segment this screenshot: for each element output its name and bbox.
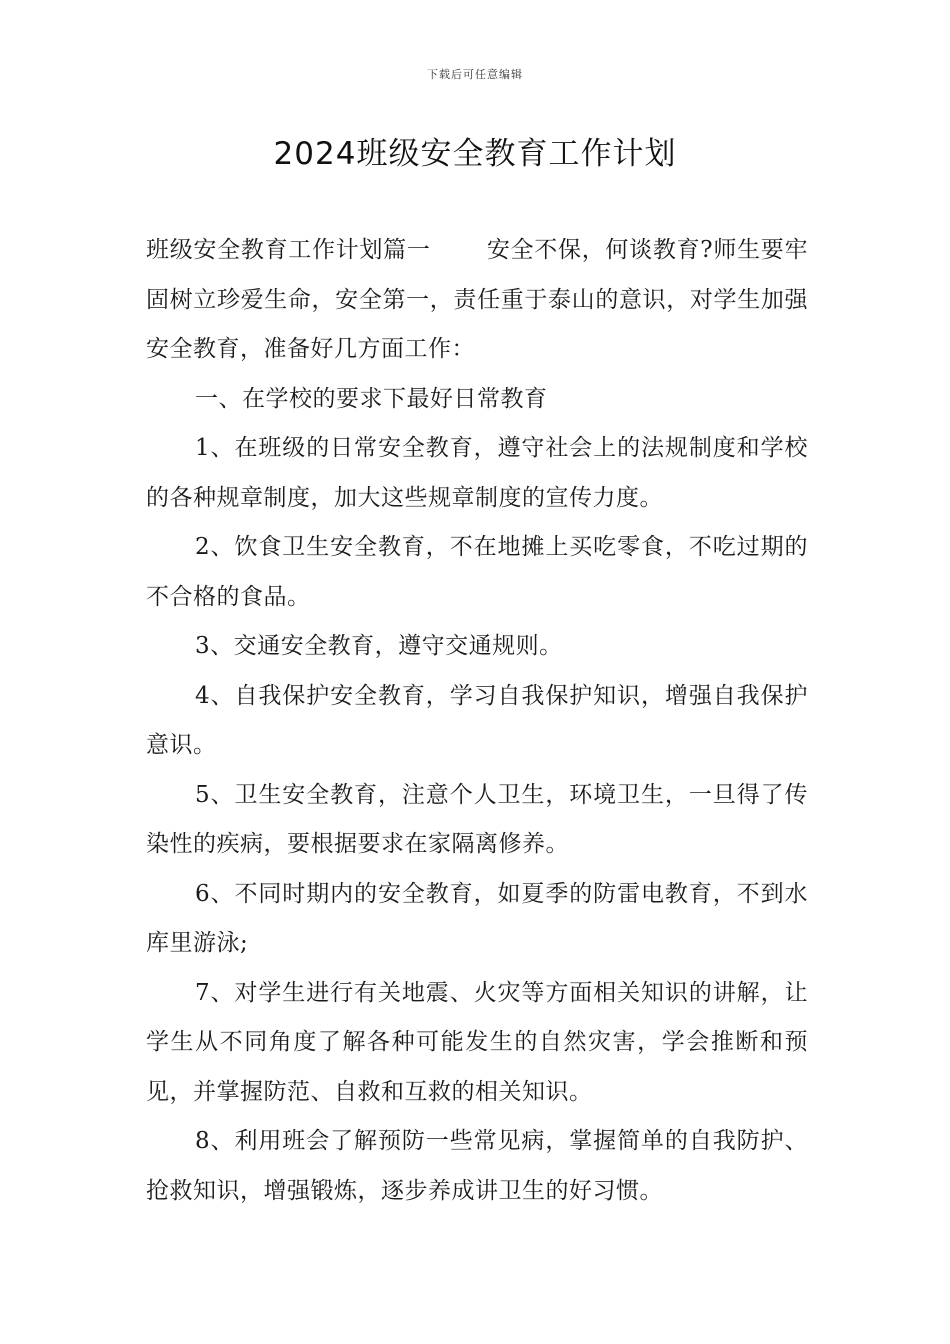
intro-lead: 班级安全教育工作计划篇一 xyxy=(146,237,431,263)
list-item: 2、饮食卫生安全教育，不在地摊上买吃零食，不吃过期的不合格的食品。 xyxy=(146,534,808,610)
document-title: 2024班级安全教育工作计划 xyxy=(273,136,677,172)
document-body xyxy=(146,226,808,1216)
list-item: 4、自我保护安全教育，学习自我保护知识，增强自我保护意识。 xyxy=(146,682,808,758)
intro-text: 安全不保，何谈教育?师生要牢固树立珍爱生命，安全第一，责任重于泰山的意识，对学生加强安全教育，准备好几方面工作： xyxy=(146,237,809,362)
list-item: 5、卫生安全教育，注意个人卫生，环境卫生，一旦得了传染性的疾病，要根据要求在家隔离修养。 xyxy=(146,781,808,857)
list-item: 3、交通安全教育，遵守交通规则。 xyxy=(195,633,563,659)
list-item: 6、不同时期内的安全教育，如夏季的防雷电教育，不到水库里游泳; xyxy=(146,880,808,956)
intro-paragraph xyxy=(146,226,808,375)
section-heading: 一、在学校的要求下最好日常教育 xyxy=(195,385,548,412)
page-header-note: 下载后可任意编辑 xyxy=(427,68,523,81)
list-item: 8、利用班会了解预防一些常见病，掌握简单的自我防护、抢救知识，增强锻炼，逐步养成讲卫生的好习惯。 xyxy=(146,1128,808,1204)
list-item: 1、在班级的日常安全教育，遵守社会上的法规制度和学校的各种规章制度，加大这些规章制度的宣传力度。 xyxy=(146,435,808,511)
list-item: 7、对学生进行有关地震、火灾等方面相关知识的讲解，让学生从不同角度了解各种可能发生的自然灾害，学会推断和预见，并掌握防范、自救和互救的相关知识。 xyxy=(146,979,808,1105)
